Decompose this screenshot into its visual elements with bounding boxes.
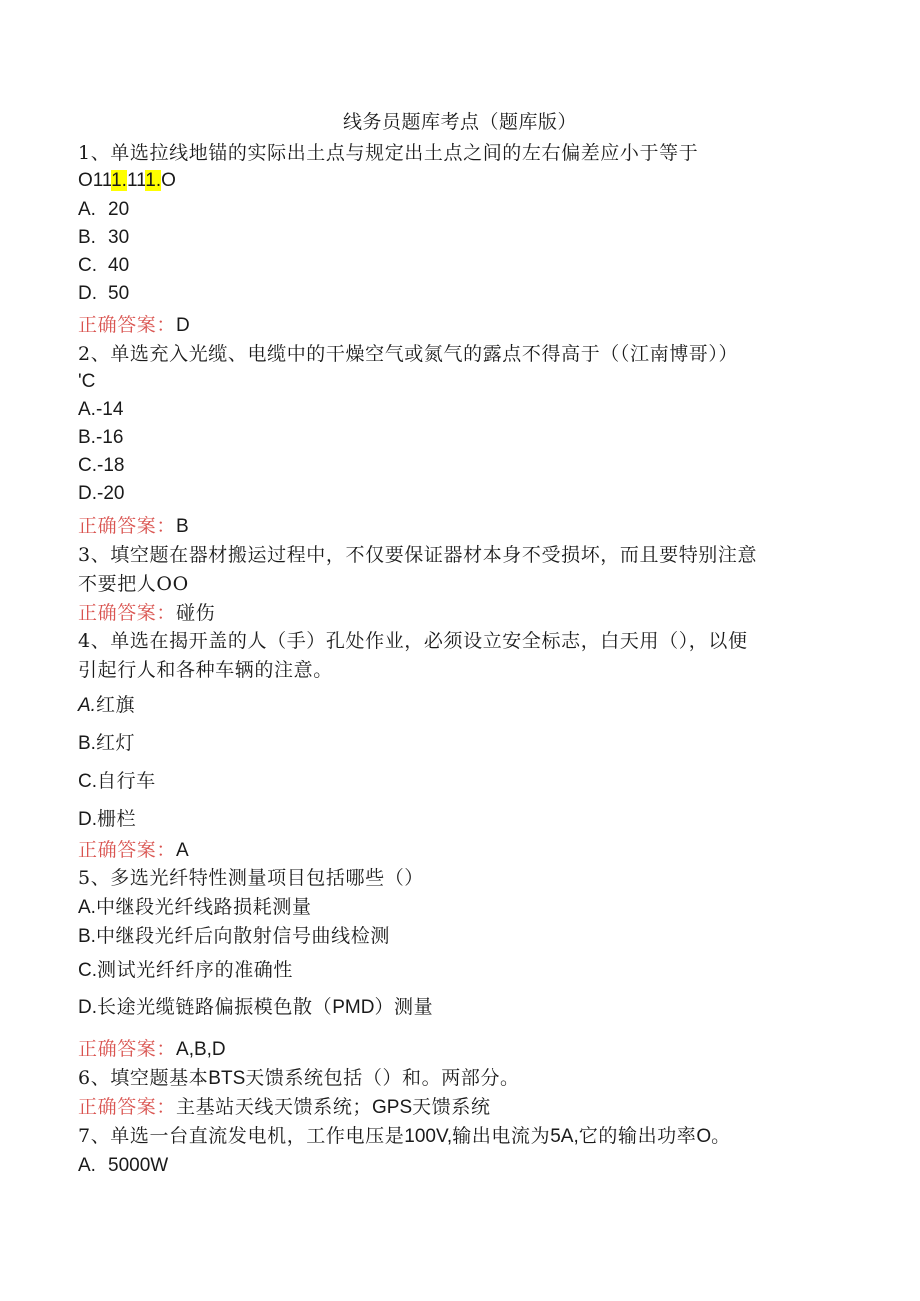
- q2-stem: 2、单选充入光缆、电缆中的干燥空气或氮气的露点不得高于（（江南博哥））: [78, 343, 739, 365]
- q2-answer: 正确答案：B: [78, 515, 189, 537]
- q5-stem: 5、多选光纤特性测量项目包括哪些（）: [78, 867, 424, 889]
- q2-option-a: A.-14: [78, 399, 124, 420]
- q5-answer: 正确答案：A,B,D: [78, 1038, 226, 1060]
- page-title: 线务员题库考点（题库版）: [342, 111, 577, 133]
- q5-option-c: C.测试光纤纤序的准确性: [78, 959, 294, 981]
- q6-answer: 正确答案：主基站天线天馈系统；GPS天馈系统: [78, 1096, 491, 1118]
- q2-stem-continued: 'C: [78, 371, 96, 392]
- q2-option-d: D.-20: [78, 483, 125, 504]
- q4-stem: 4、单选在揭开盖的人（手）孔处作业，必须设立安全标志，白天用（），以便: [78, 630, 748, 652]
- q2-option-c: C.-18: [78, 455, 125, 476]
- q2-option-b: B.-16: [78, 427, 124, 448]
- q1-option-d: D. 50: [78, 283, 130, 304]
- q4-option-a: A.红旗: [78, 694, 136, 716]
- q1-stem-text-b: 11: [126, 170, 146, 191]
- q1-option-b: B. 30: [78, 227, 130, 248]
- q4-option-c: C.自行车: [78, 770, 156, 792]
- q3-answer: 正确答案：碰伤: [78, 602, 216, 624]
- q1-highlight-1: 1.: [111, 170, 127, 191]
- q1-answer: 正确答案：D: [78, 314, 190, 336]
- q1-option-a: A. 20: [78, 199, 130, 220]
- q3-stem-continued: 不要把人OO: [78, 573, 189, 595]
- q1-stem-continued: [78, 167, 176, 195]
- q1-stem: 1、单选拉线地锚的实际出土点与规定出土点之间的左右偏差应小于等于: [78, 142, 699, 164]
- q7-stem: 7、单选一台直流发电机，工作电压是100V,输出电流为5A,它的输出功率O。: [78, 1125, 731, 1147]
- q4-stem-continued: 引起行人和各种车辆的注意。: [78, 659, 333, 681]
- q4-option-d: D.栅栏: [78, 808, 137, 830]
- q5-option-d: D.长途光缆链路偏振模色散（PMD）测量: [78, 996, 434, 1018]
- q5-option-a: A.中继段光纤线路损耗测量: [78, 896, 312, 918]
- q1-stem-text-a: O11: [78, 170, 112, 191]
- q3-stem: 3、填空题在器材搬运过程中，不仅要保证器材本身不受损坏，而且要特别注意: [78, 544, 758, 566]
- q7-option-a: A. 5000W: [78, 1155, 169, 1176]
- q6-stem: 6、填空题基本BTS天馈系统包括（）和。两部分。: [78, 1067, 520, 1089]
- q1-option-c: C. 40: [78, 255, 130, 276]
- q5-option-b: B.中继段光纤后向散射信号曲线检测: [78, 925, 390, 947]
- q4-answer: 正确答案：A: [78, 839, 189, 861]
- q4-option-b: B.红灯: [78, 732, 136, 754]
- q1-stem-text-c: O: [161, 170, 176, 191]
- q1-highlight-2: 1.: [145, 170, 162, 191]
